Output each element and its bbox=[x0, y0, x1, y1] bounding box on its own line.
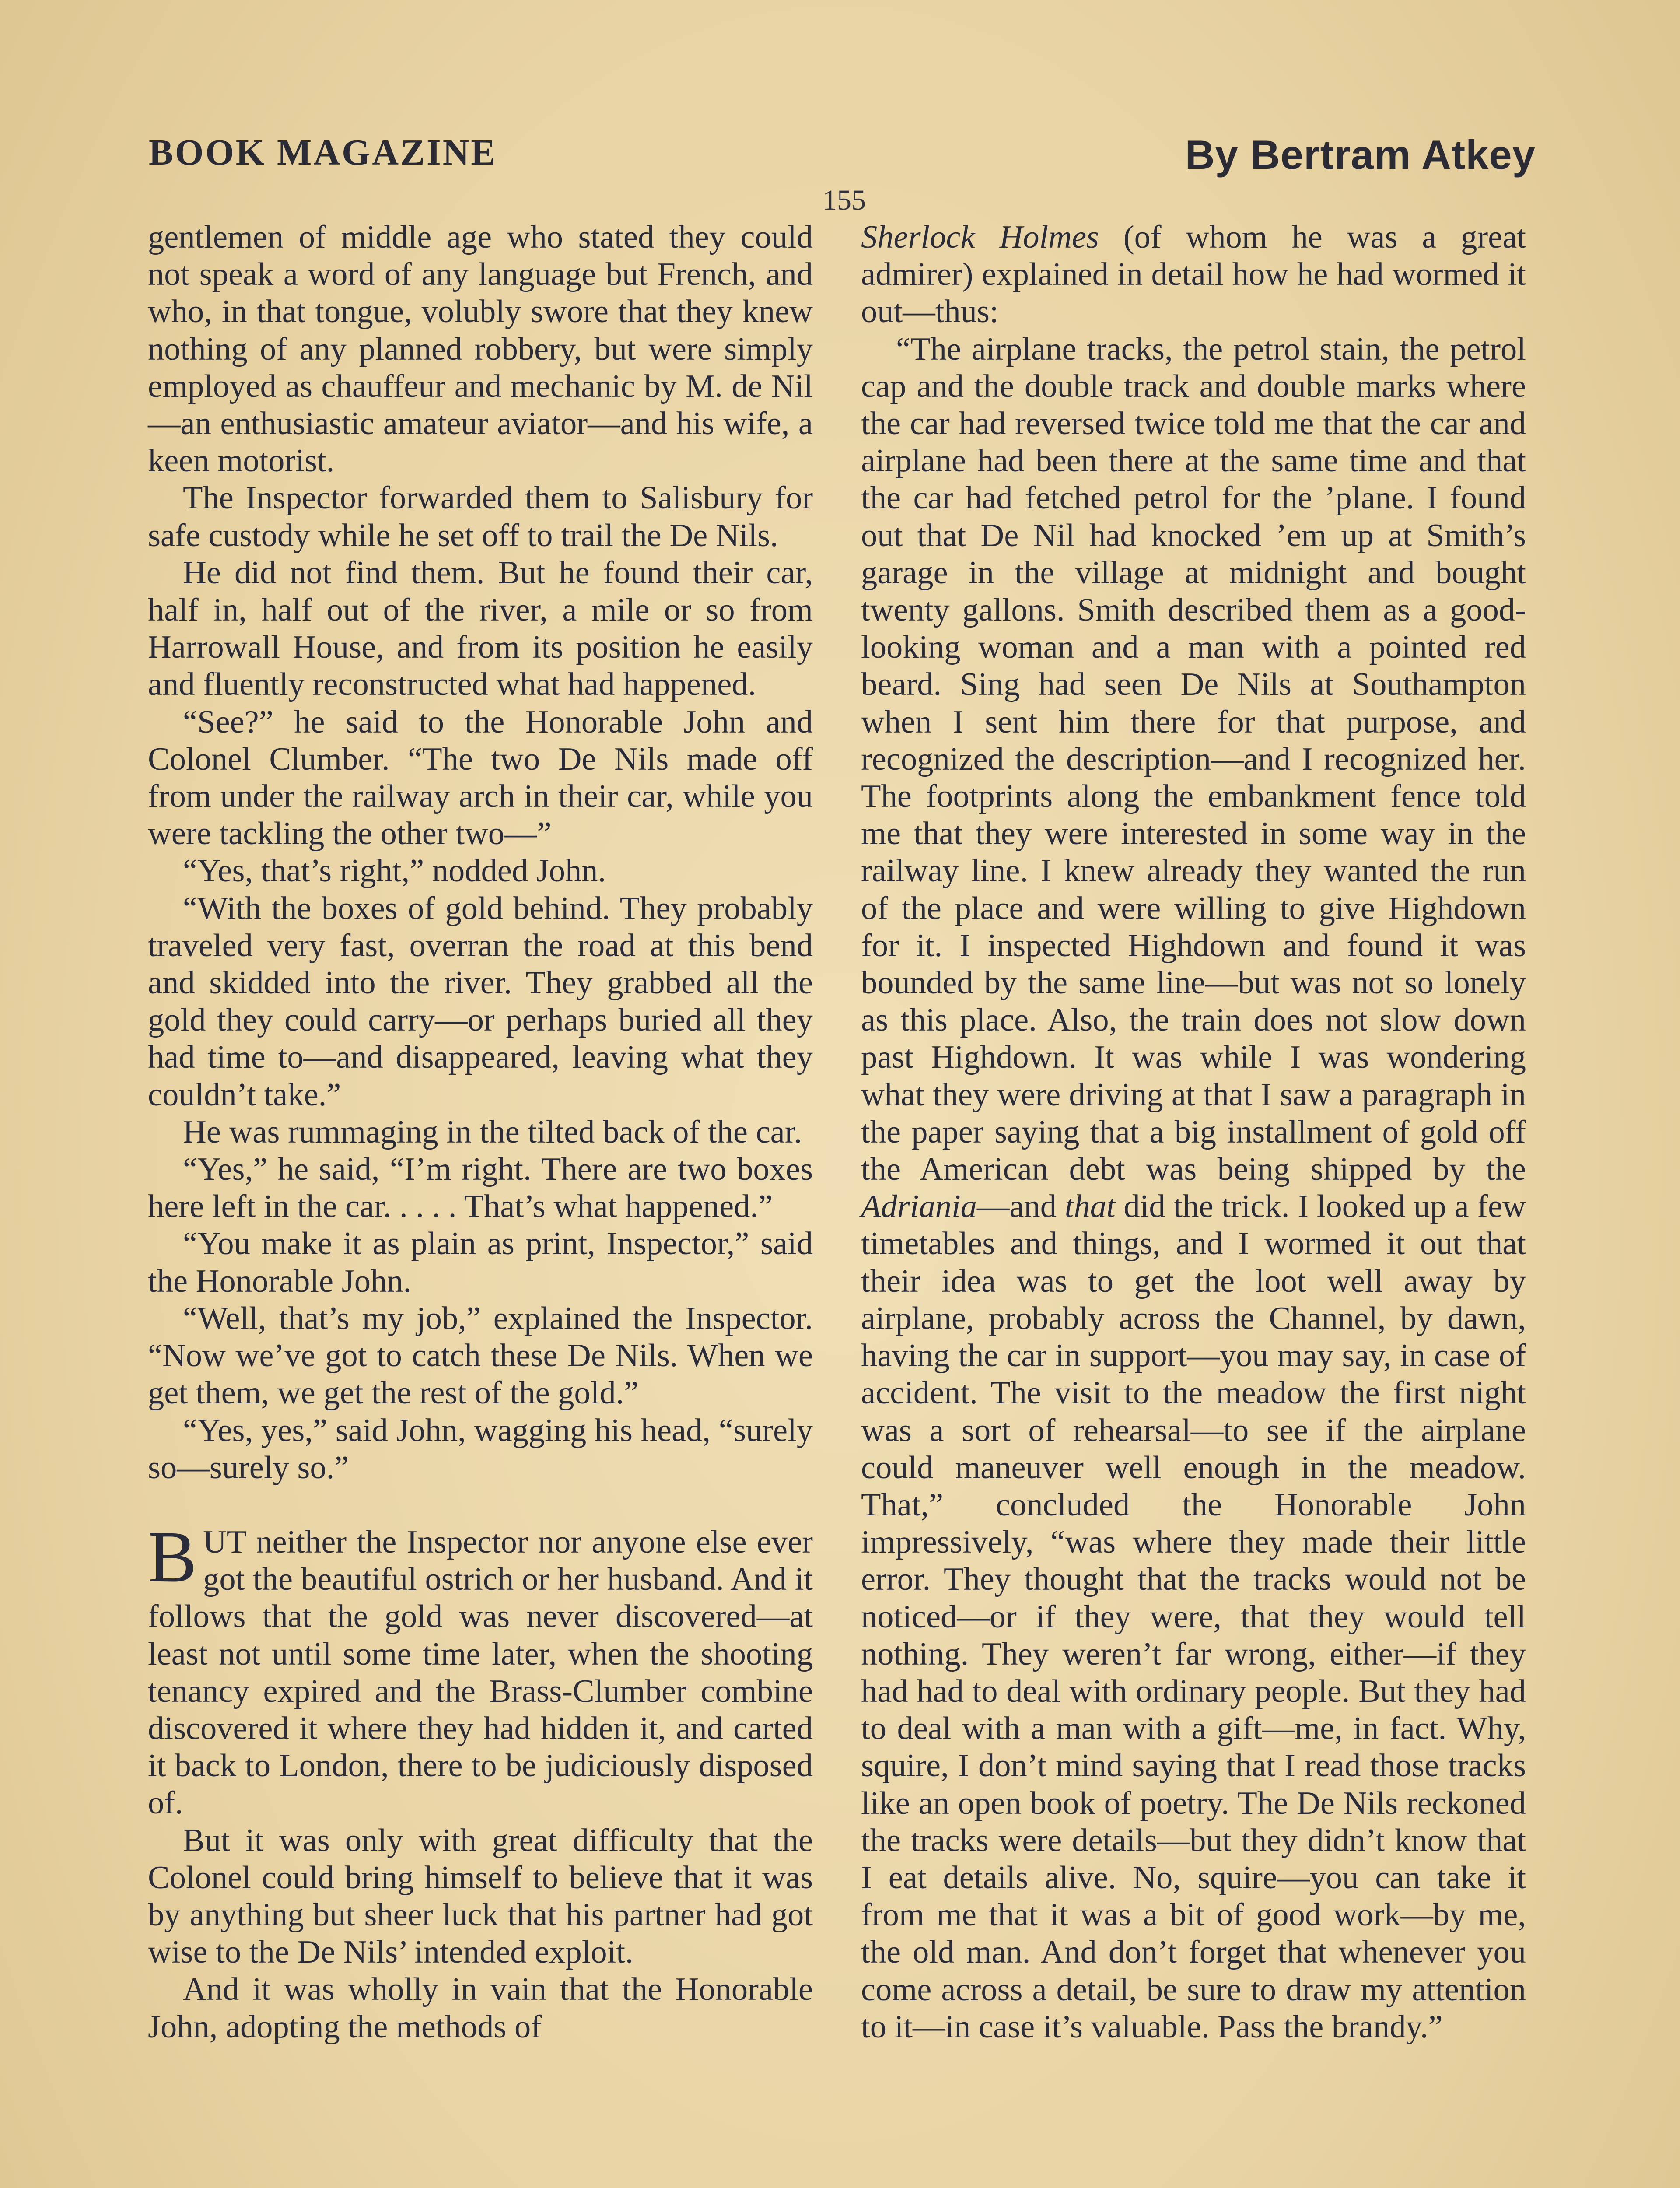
paragraph: “Yes, that’s right,” nodded John. bbox=[183, 853, 606, 889]
emphasis-italic: that bbox=[1064, 1189, 1116, 1225]
paragraph: “With the boxes of gold behind. They probably traveled very fast, overran the road at this bend and skidded into the river. They grabbed all the gold they could carry—or perhaps buried all they had time to—and disappeared, leaving what they couldn’t take.” bbox=[148, 890, 813, 1113]
paragraph: But it was only with great difficulty that the Colonel could bring himself to believe that it was by anything but sheer luck that his partner had got wise to the De Nils’ intended exploit. bbox=[148, 1822, 813, 1971]
left-column bbox=[148, 219, 813, 2046]
quote-text: did the trick. I looked up a few timetables and things, and I wormed it out that their idea was to get the loot well away by airplane, probably across the Channel, by dawn, having the car in support—you may say, in case of accident. The visit to the meadow the first night was a sort of rehearsal—to see if the airplane could maneuver well enough in the meadow. That,” concluded the Honorable John impressively, “was where they made their little error. They thought that the tracks would not be noticed—or if they were, that they would tell nothing. They weren’t far wrong, either—if they had had to deal with ordinary people. But they had to deal with a man with a gift—me, in fact. Why, squire, I don’t mind saying that I read those tracks like an open book of poetry. The De Nils reckoned the tracks were details—but they didn’t know that I eat details alive. No, squire—you can take it from me that it was a bit of good work—by me, the old man. And don’t forget that whenever you come across a detail, be sure to draw my attention to it—in case it’s valuable. Pass the brandy.” bbox=[861, 1189, 1526, 2045]
right-column bbox=[861, 219, 1526, 2046]
quote-paragraph bbox=[861, 331, 1526, 2046]
drop-cap: B bbox=[148, 1516, 197, 1598]
quote-text: —and bbox=[976, 1189, 1065, 1225]
paragraph: “See?” he said to the Honorable John and Colonel Clumber. “The two De Nils made off from under the railway arch in their car, while you were tackling the other two—” bbox=[148, 704, 813, 852]
paragraph: “Well, that’s my job,” explained the Inspector. “Now we’ve got to catch these De Nils. When we get them, we get the rest of the gold.” bbox=[148, 1300, 813, 1411]
paragraph-text: (of whom he was a great admirer) explained in detail how he had wormed it out—thus: bbox=[861, 219, 1526, 330]
quote-text: “The airplane tracks, the petrol stain, the petrol cap and the double track and double marks where the car had reversed twice told me that the car and airplane had been there at the same time and that the car had fetched petrol for the ’plane. I found out that De Nil had knocked ’em up at Smith’s garage in the village at midnight and bought twenty gallons. Smith described them as a good-looking woman and a man with a pointed red beard. Sing had seen De Nils at Southampton when I sent him there for that purpose, and recognized the description—and I recognized her. The footprints along the embankment fence told me that they were interested in some way in the railway line. I knew already they wanted the run of the place and were willing to give Highdown for it. I inspected Highdown and found it was bounded by the same line—but was not so lonely as this place. Also, the train does not slow down past Highdown. It was while I was wondering what they were driving at that I saw a paragraph in the paper saying that a big installment of gold off the American debt was being shipped by the bbox=[861, 331, 1526, 1188]
dropcap-paragraph bbox=[148, 1516, 813, 1822]
paragraph: And it was wholly in vain that the Honorable John, adopting the methods of bbox=[148, 1971, 813, 2045]
paragraph: gentlemen of middle age who stated they could not speak a word of any language but French, and who, in that tongue, volubly swore that they knew nothing of any planned robbery, but were simply employed as chauffeur and mechanic by M. de Nil—an enthusiastic amateur aviator—and his wife, a keen motorist. bbox=[148, 219, 813, 479]
running-header-byline: By Bertram Atkey bbox=[1185, 132, 1536, 178]
book-title-italic: Sherlock Holmes bbox=[861, 219, 1099, 255]
paragraph: The Inspector forwarded them to Salisbury for safe custody while he set off to trail the De Nils. bbox=[148, 480, 813, 554]
ship-name-italic: Adriania bbox=[861, 1189, 977, 1225]
paragraph bbox=[861, 219, 1526, 331]
paragraph: “Yes,” he said, “I’m right. There are two boxes here left in the car. . . . . That’s what happened.” bbox=[148, 1151, 813, 1225]
paragraph: He was rummaging in the tilted back of the car. bbox=[183, 1114, 802, 1150]
paragraph: “Yes, yes,” said John, wagging his head, “surely so—surely so.” bbox=[148, 1412, 813, 1486]
paragraph: “You make it as plain as print, Inspector,” said the Honorable John. bbox=[148, 1226, 813, 1299]
running-header-title: BOOK MAGAZINE bbox=[149, 132, 497, 173]
dropcap-paragraph-text: UT neither the Inspector nor anyone else ever got the beautiful ostrich or her husband. And it follows that the gold was never discovered—at least not until some time later, when the shooting tenancy expired and the Brass-Clumber combine discovered it where they had hidden it, and carted it back to London, there to be judiciously disposed of. bbox=[148, 1524, 813, 1821]
page-number: 155 bbox=[822, 184, 866, 216]
paragraph: He did not find them. But he found their car, half in, half out of the river, a mile or so from Harrowall House, and from its position he easily and fluently reconstructed what had happened. bbox=[148, 554, 813, 703]
